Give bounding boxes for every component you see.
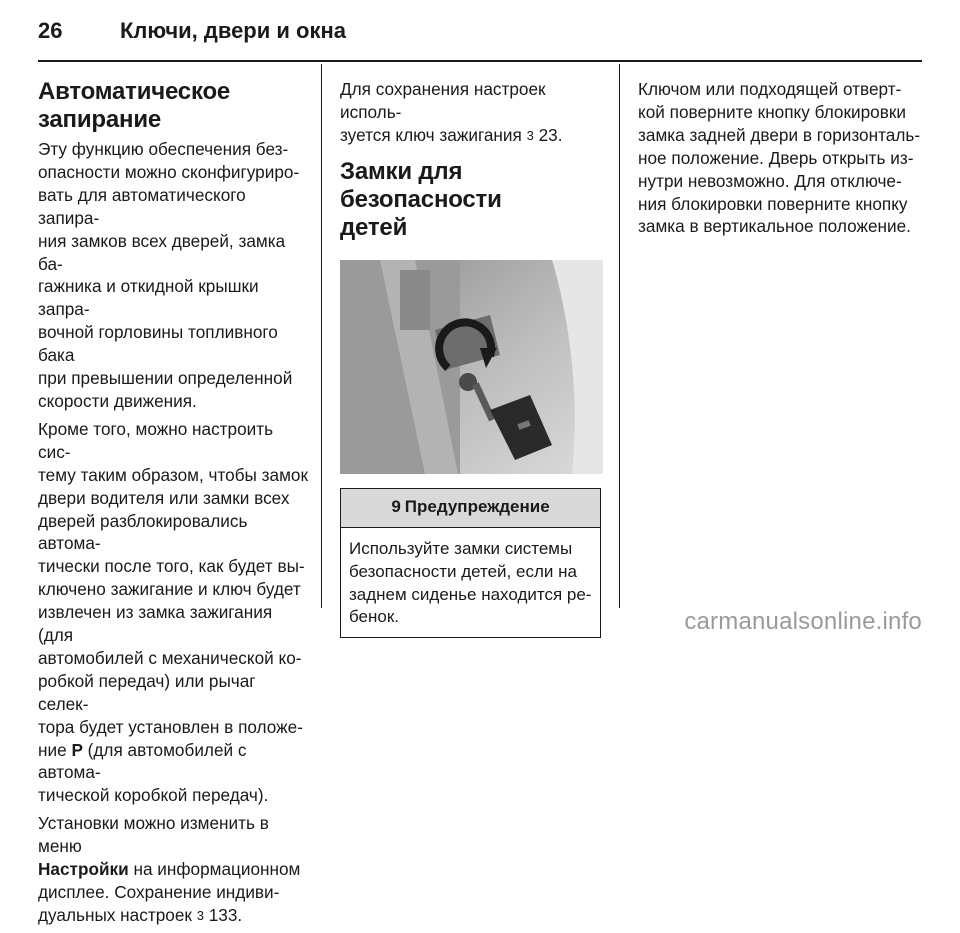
page-ref-link[interactable]: 23. — [533, 124, 563, 145]
paragraph — [340, 78, 604, 148]
page-ref-icon: 3 — [526, 127, 534, 143]
page-number: 26 — [38, 18, 63, 43]
text-run: (для автомобилей с автома- тической коробкой передач). — [38, 739, 269, 806]
column-3 — [638, 78, 928, 243]
page-title: Ключи, двери и окна — [120, 18, 346, 43]
page-ref-link[interactable]: 133. — [203, 904, 243, 925]
text-run: на информационном дисплее. Сохранение индиви- дуальных настроек — [38, 859, 301, 925]
warning-icon: 9 — [391, 497, 401, 517]
gear-position-label: P — [71, 739, 83, 760]
watermark: carmanualsonline.info — [684, 608, 922, 635]
column-2 — [340, 78, 604, 638]
warning-text: Используйте замки системы безопасности детей, если на заднем сиденье находится ре- бенок. — [349, 538, 592, 627]
text-run: Установки можно изменить в меню — [38, 813, 269, 857]
paragraph — [38, 418, 310, 807]
child-lock-illustration — [340, 260, 603, 474]
page-header — [38, 18, 346, 48]
column-divider-2 — [619, 64, 620, 608]
text-run: Кроме того, можно настроить сис- тему таким образом, чтобы замок двери водителя или замки всех дверей разблокировались автома- тически после того, как будет вы- ключено зажигание и ключ будет извлечен из замка зажигания (для автомобилей с механической ко- робкой передач) или рычаг селек- тора будет установлен в положе- ние — [38, 418, 309, 760]
section-heading-child-locks: Замки для безопасности детей — [340, 157, 502, 241]
warning-title: Предупреждение — [404, 497, 550, 517]
paragraph — [38, 812, 310, 928]
settings-menu-label: Настройки — [38, 859, 129, 880]
column-divider-1 — [321, 64, 322, 608]
column-1 — [38, 78, 310, 933]
warning-box — [340, 488, 601, 639]
paragraph: Эту функцию обеспечения без- опасности можно сконфигуриро- вать для автоматического запира- ния замков всех дверей, замка ба- гажника и откидной крышки запра- вочной горловины топливного бака при превышении определенной скорости движения. — [38, 139, 300, 411]
header-rule — [38, 60, 922, 62]
paragraph: Ключом или подходящей отверт- кой поверните кнопку блокировки замка задней двери в горизонталь- ное положение. Дверь открыть из- нутри невозможно. Для отключе- ния блокировки поверните кнопку замка в вертикальное положение. — [638, 79, 921, 237]
text-run: Для сохранения настроек исполь- зуется ключ зажигания — [340, 79, 546, 145]
striker-plate — [400, 270, 430, 330]
section-heading-auto-lock: Автоматическое запирание — [38, 78, 231, 133]
page-ref-icon: 3 — [196, 907, 204, 923]
warning-header — [341, 489, 600, 528]
